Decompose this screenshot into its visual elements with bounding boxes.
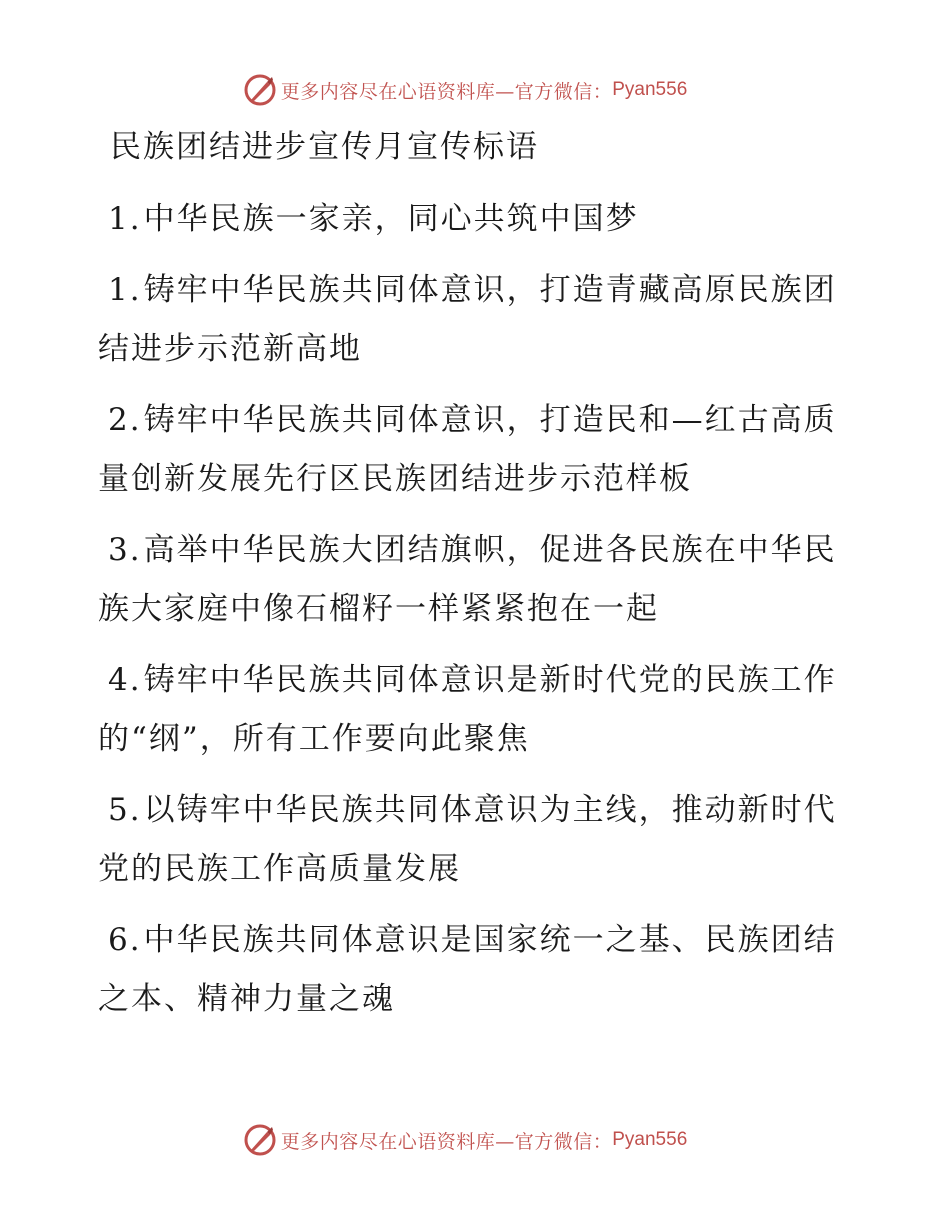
watermark-wechat-id: Pyan556 (612, 79, 688, 100)
slogan-text: 铸牢中华民族共同体意识，打造民和—红古高质量创新发展先行区民族团结进步示范样板 (98, 402, 837, 497)
slogan-number: 6. (108, 922, 142, 958)
slogan-number: 1. (108, 201, 142, 237)
slogan-item (98, 521, 838, 639)
slogan-text: 铸牢中华民族共同体意识，打造青藏高原民族团结进步示范新高地 (98, 272, 837, 367)
slogan-number: 1. (108, 272, 142, 308)
slogan-item (98, 911, 838, 1029)
watermark-text: 更多内容尽在心语资料库—官方微信： (280, 80, 613, 103)
slogan-text: 高举中华民族大团结旗帜，促进各民族在中华民族大家庭中像石榴籽一样紧紧抱在一起 (98, 532, 837, 627)
slogan-text: 中华民族一家亲，同心共筑中国梦 (143, 201, 639, 237)
slogan-number: 5. (108, 792, 142, 828)
slogan-text: 中华民族共同体意识是国家统一之基、民族团结之本、精神力量之魂 (98, 922, 837, 1017)
feather-pen-logo-icon (243, 1123, 277, 1157)
slogan-number: 2. (108, 402, 142, 438)
slogan-item (98, 261, 838, 379)
slogan-number: 3. (108, 532, 142, 568)
feather-pen-logo-icon (243, 73, 277, 107)
slogan-item (98, 391, 838, 509)
slogan-item (98, 190, 838, 249)
slogan-item (98, 781, 838, 899)
slogan-item (98, 651, 838, 769)
footer-watermark (0, 1120, 950, 1160)
header-watermark (0, 70, 950, 110)
document-body (98, 124, 838, 1041)
watermark-text: 更多内容尽在心语资料库—官方微信： (280, 1130, 613, 1153)
slogan-text: 以铸牢中华民族共同体意识为主线，推动新时代党的民族工作高质量发展 (98, 792, 837, 887)
slogan-text: 铸牢中华民族共同体意识是新时代党的民族工作的“纲”，所有工作要向此聚焦 (98, 662, 837, 757)
document-title: 民族团结进步宣传月宣传标语 (110, 129, 539, 165)
slogan-list (98, 190, 838, 1029)
watermark-wechat-id: Pyan556 (612, 1129, 688, 1150)
slogan-number: 4. (108, 662, 142, 698)
